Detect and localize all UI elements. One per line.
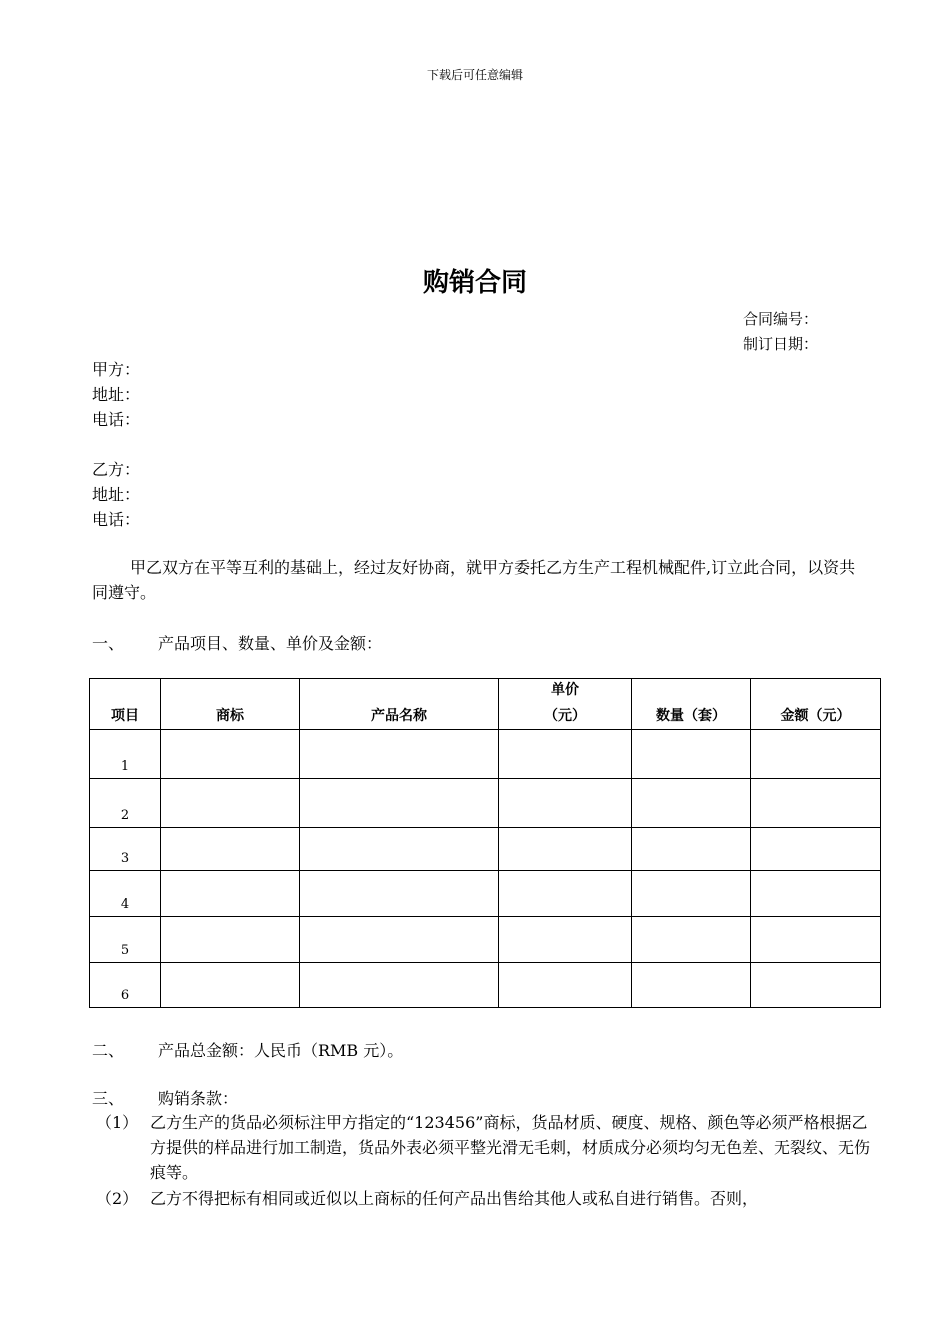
cell-brand[interactable] — [161, 871, 300, 917]
section-1-text: 产品项目、数量、单价及金额： — [158, 634, 383, 653]
party-a-phone: 电话： — [92, 410, 141, 429]
section-2-heading — [92, 1038, 403, 1061]
cell-unit-price[interactable] — [499, 730, 632, 779]
cell-unit-price[interactable] — [499, 917, 632, 963]
header-item: 项目 — [90, 679, 161, 730]
party-b-phone: 电话： — [92, 510, 141, 529]
section-3-text: 购销条款： — [158, 1089, 239, 1108]
clause-text: 乙方生产的货品必须标注甲方指定的“123456”商标，货品材质、硬度、规格、颜色等必须严格根据乙方提供的样品进行加工制造，货品外表必须平整光滑无毛刺，材质成分必须均匀无色差、无裂纹、无伤痕等。 — [150, 1113, 871, 1182]
table-row — [90, 917, 881, 963]
header-brand: 商标 — [161, 679, 300, 730]
row-index: 2 — [90, 779, 161, 828]
intro-paragraph: 甲乙双方在平等互利的基础上，经过友好协商，就甲方委托乙方生产工程机械配件,订立此合同，以资共同遵守。 — [92, 558, 856, 602]
row-index: 4 — [90, 871, 161, 917]
party-a-address: 地址： — [92, 385, 141, 404]
cell-quantity[interactable] — [632, 917, 751, 963]
section-2-number: 二、 — [92, 1041, 125, 1060]
header-amount: 金额（元） — [751, 679, 881, 730]
clause-item — [92, 1110, 882, 1185]
cell-quantity[interactable] — [632, 779, 751, 828]
cell-product[interactable] — [300, 871, 499, 917]
section-1-heading — [92, 631, 382, 654]
header-quantity: 数量（套） — [632, 679, 751, 730]
cell-product[interactable] — [300, 917, 499, 963]
contract-date-label: 制订日期： — [743, 335, 819, 353]
row-index: 1 — [90, 730, 161, 779]
table-row — [90, 963, 881, 1008]
product-table — [89, 678, 881, 1008]
party-b-address: 地址： — [92, 485, 141, 504]
clause-text: 乙方不得把标有相同或近似以上商标的任何产品出售给其他人或私自进行销售。否则， — [150, 1189, 759, 1208]
row-index: 6 — [90, 963, 161, 1008]
cell-amount[interactable] — [751, 963, 881, 1008]
table-row — [90, 871, 881, 917]
clause-number: （2） — [96, 1189, 139, 1208]
row-index: 3 — [90, 828, 161, 871]
cell-product[interactable] — [300, 828, 499, 871]
table-row — [90, 730, 881, 779]
cell-brand[interactable] — [161, 828, 300, 871]
document-title: 购销合同 — [422, 268, 527, 298]
cell-quantity[interactable] — [632, 730, 751, 779]
cell-brand[interactable] — [161, 963, 300, 1008]
header-unit-price — [499, 679, 632, 730]
cell-unit-price[interactable] — [499, 963, 632, 1008]
cell-amount[interactable] — [751, 917, 881, 963]
party-a-name: 甲方： — [92, 360, 141, 379]
cell-unit-price[interactable] — [499, 871, 632, 917]
header-note: 下载后可任意编辑 — [426, 68, 523, 82]
clause-number: （1） — [96, 1113, 139, 1132]
table-row — [90, 828, 881, 871]
table-row — [90, 779, 881, 828]
contract-number-label: 合同编号： — [743, 310, 819, 328]
cell-brand[interactable] — [161, 917, 300, 963]
header-unit-price-unit: （元） — [544, 708, 586, 724]
cell-quantity[interactable] — [632, 871, 751, 917]
party-b-name: 乙方： — [92, 460, 141, 479]
cell-product[interactable] — [300, 779, 499, 828]
section-2-text: 产品总金额：人民币（RMB 元）。 — [158, 1041, 404, 1060]
cell-quantity[interactable] — [632, 828, 751, 871]
cell-unit-price[interactable] — [499, 828, 632, 871]
section-3-heading — [92, 1086, 238, 1109]
cell-brand[interactable] — [161, 779, 300, 828]
cell-quantity[interactable] — [632, 963, 751, 1008]
cell-amount[interactable] — [751, 871, 881, 917]
cell-brand[interactable] — [161, 730, 300, 779]
section-3-number: 三、 — [92, 1089, 125, 1108]
row-index: 5 — [90, 917, 161, 963]
table-header-row — [90, 679, 881, 730]
section-1-number: 一、 — [92, 634, 125, 653]
cell-amount[interactable] — [751, 779, 881, 828]
cell-amount[interactable] — [751, 828, 881, 871]
cell-unit-price[interactable] — [499, 779, 632, 828]
clause-item — [92, 1186, 882, 1211]
cell-amount[interactable] — [751, 730, 881, 779]
cell-product[interactable] — [300, 963, 499, 1008]
header-product-name: 产品名称 — [300, 679, 499, 730]
cell-product[interactable] — [300, 730, 499, 779]
header-unit-price-label: 单价 — [551, 682, 579, 698]
